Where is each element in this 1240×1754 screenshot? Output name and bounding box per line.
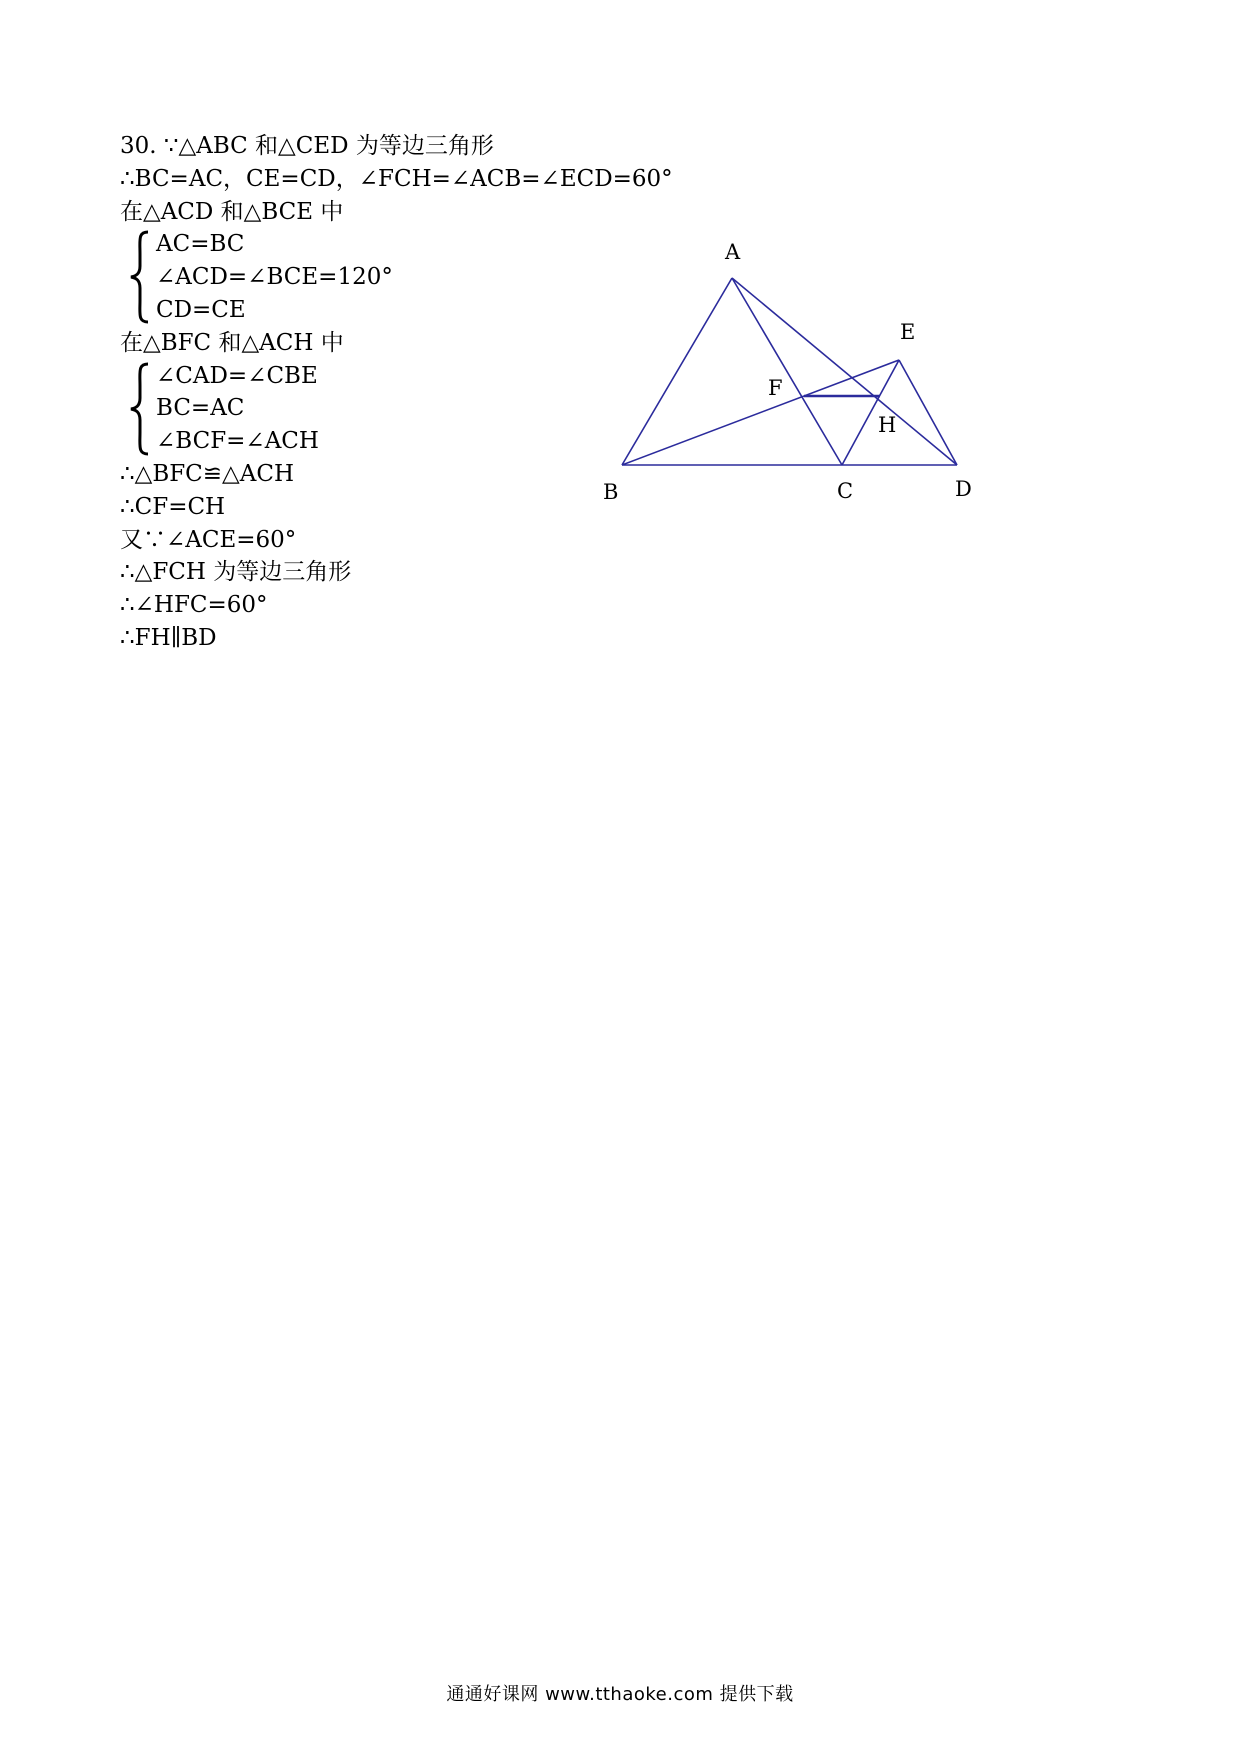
proof-line-2: ∴BC=AC，CE=CD，∠FCH=∠ACB=∠ECD=60° xyxy=(120,165,673,192)
condition-1-2: ∠ACD=∠BCE=120° xyxy=(156,264,393,291)
proof-line-8: ∴△FCH 为等边三角形 xyxy=(120,559,352,586)
proof-line-3: 在△ACD 和△BCE 中 xyxy=(120,198,344,225)
condition-2-2: BC=AC xyxy=(156,395,245,422)
proof-line-4: 在△BFC 和△ACH 中 xyxy=(120,329,344,356)
proof-line-5: ∴△BFC≌△ACH xyxy=(120,460,295,487)
geometry-diagram xyxy=(595,235,995,510)
left-brace-icon xyxy=(128,362,154,456)
segment-ab xyxy=(622,278,732,465)
proof-line-1: 30. ∵△ABC 和△CED 为等边三角形 xyxy=(120,133,494,159)
label-e: E xyxy=(900,320,916,344)
condition-2-1: ∠CAD=∠CBE xyxy=(156,362,318,389)
footer-source: 通通好课网 www.tthaoke.com 提供下载 xyxy=(446,1684,794,1705)
condition-1-3: CD=CE xyxy=(156,296,246,323)
proof-line-10: ∴FH∥BD xyxy=(120,624,217,651)
condition-1-1: AC=BC xyxy=(156,231,245,258)
condition-group-2 xyxy=(120,360,673,458)
proof-line-9: ∴∠HFC=60° xyxy=(120,592,268,619)
condition-group-1 xyxy=(120,228,673,326)
label-d: D xyxy=(955,477,972,501)
proof-line-6: ∴CF=CH xyxy=(120,493,226,520)
label-h: H xyxy=(878,413,897,437)
label-f: F xyxy=(768,376,783,400)
left-brace-icon xyxy=(128,230,154,324)
segment-ac xyxy=(732,278,842,465)
segment-ad xyxy=(732,278,957,465)
condition-2-3: ∠BCF=∠ACH xyxy=(156,428,319,455)
label-a: A xyxy=(725,240,741,264)
label-b: B xyxy=(603,480,619,504)
segment-be xyxy=(622,360,899,465)
label-c: C xyxy=(837,479,854,503)
diagram-lines xyxy=(622,278,957,465)
proof-line-7: 又∵∠ACE=60° xyxy=(120,526,297,553)
segment-ed xyxy=(899,360,957,465)
proof-text xyxy=(120,130,673,655)
